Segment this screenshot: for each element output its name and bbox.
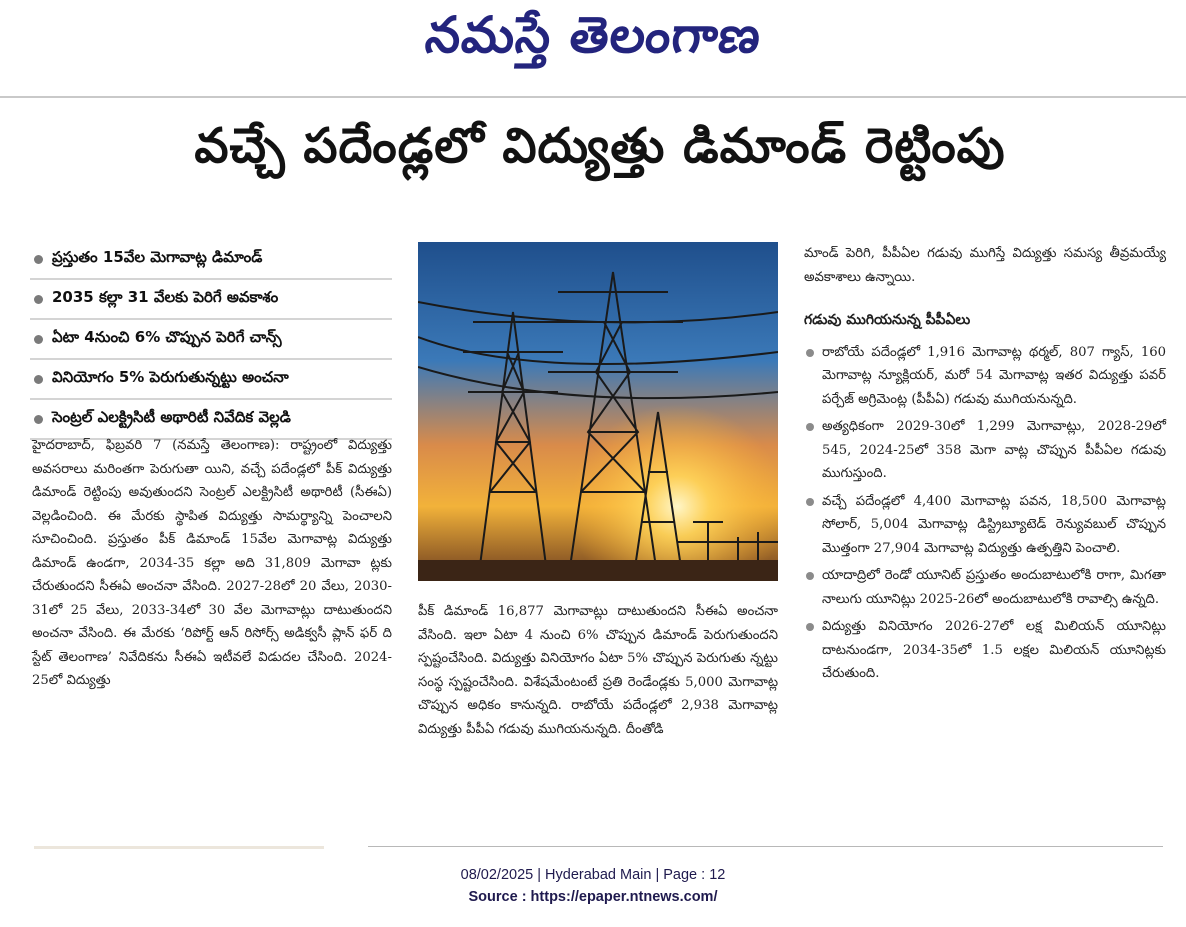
column3-point: యాదాద్రిలో రెండో యూనిట్ ప్రస్తుతం అందుబాటులోకి రాగా, మిగతా నాలుగు యూనిట్లు 2025-26లో అందుబాటులోకి రావాల్సి ఉన్నది. bbox=[804, 564, 1166, 611]
column3-point: అత్యధికంగా 2029-30లో 1,299 మెగావాట్లు, 2028-29లో 545, 2024-25లో 358 మెగా వాట్ల చొప్పున పీపీఏల గడువు ముగుస్తుంది. bbox=[804, 415, 1166, 486]
newspaper-masthead bbox=[0, 6, 1186, 78]
power-towers-photo bbox=[418, 242, 778, 581]
bullet-icon bbox=[34, 375, 43, 384]
bullet-icon bbox=[34, 295, 43, 304]
highlight-item bbox=[30, 240, 392, 280]
bullet-icon bbox=[34, 255, 43, 264]
article-headline: వచ్చే పదేండ్లలో విద్యుత్తు డిమాండ్ రెట్టింపు bbox=[194, 118, 1006, 174]
highlight-text: 2035 కల్లా 31 వేలకు పెరిగే అవకాశం bbox=[52, 288, 279, 306]
source-link[interactable]: Source : https://epaper.ntnews.com/ bbox=[468, 889, 718, 905]
highlights-list bbox=[30, 240, 392, 440]
column3-intro: మాండ్ పెరిగి, పీపీఏల గడువు ముగిస్తే విద్యుత్తు సమస్య తీవ్రమయ్యే అవకాశాలు ఉన్నాయి. bbox=[804, 246, 1166, 285]
masthead-divider bbox=[0, 96, 1186, 98]
bottom-right-rule bbox=[368, 846, 1163, 847]
bullet-icon bbox=[34, 335, 43, 344]
bottom-left-rule bbox=[34, 846, 324, 849]
page-footer bbox=[0, 864, 1186, 908]
masthead-title: నమస్తే తెలంగాణ bbox=[422, 6, 765, 64]
article-column-1: హైదరాబాద్, ఫిబ్రవరి 7 (నమస్తే తెలంగాణ): రాష్ట్రంలో విద్యుత్తు అవసరాలు మరింతగా పెరుగుతా యిని, వచ్చే పదేండ్లలో పీక్ విద్యుత్తు డిమాండ్ రెట్టింపు అవుతుందని సెంట్రల్ ఎలక్ట్రిసిటీ అథారిటీ (సీఈఏ) వెల్లడించింది. ఈ మేరకు స్థాపిత విద్యుత్తు సామర్థ్యాన్ని పెంచాలని సూచించింది. ప్రస్తుతం పీక్ డిమాండ్ 15వేల మెగావాట్ల విద్యుత్తు డిమాండ్ ఉండగా, 2034-35 కల్లా అది 31,809 మెగావా ట్లకు చేరుతుందని సీఈఏ అంచనా వేసింది. 2027-28లో 20 వేలు, 2030-31లో 25 వేలు, 2033-34లో 30 వేల మెగావాట్లు దాటుతుందని అంచనా వేసింది. ఈ మేరకు ‘రిపోర్ట్ ఆన్ రిసోర్స్ అడిక్వసీ ప్లాన్ ఫర్ ది స్టేట్ తెలంగాణ’ నివేదికను సీఈఏ ఇటీవలే విడుదల చేసింది. 2024-25లో విద్యుత్తు bbox=[32, 438, 392, 688]
column3-point: రాబోయే పదేండ్లలో 1,916 మెగావాట్ల థర్మల్, 807 గ్యాస్, 160 మెగావాట్ల న్యూక్లియర్, మరో 54 మెగావాట్ల ఇతర విద్యుత్తు పవర్ పర్చేజ్ అగ్రిమెంట్ల (పీపీఏ) గడువు ముగియనున్నది. bbox=[804, 341, 1166, 412]
article-column-2: పీక్ డిమాండ్ 16,877 మెగావాట్లు దాటుతుందని సీఈఏ అంచనా వేసింది. ఇలా ఏటా 4 నుంచి 6% చొప్పున డిమాండ్ పెరుగుతుందని స్పష్టంచేసింది. విద్యుత్తు వినియోగం ఏటా 5% చొప్పున పెరుగుతు న్నట్టు సంస్థ స్పష్టంచేసింది. విశేషమేంటంటే ప్రతి రెండేండ్లకు 5,000 మెగావాట్ల చొప్పున అధికం కానున్నది. రాబోయే పదేండ్లలో 2,938 మెగావాట్ల విద్యుత్తు పీపీఏ గడువు ముగియనున్నది. దీంతోడి bbox=[418, 604, 778, 737]
column3-point: వచ్చే పదేండ్లలో 4,400 మెగావాట్ల పవన, 18,500 మెగావాట్ల సోలార్, 5,004 మెగావాట్ల డిస్ట్రిబ్యూటెడ్ రెన్యువబుల్ చొప్పున మొత్తంగా 27,904 మెగావాట్ల విద్యుత్తు ఉత్పత్తిని పెంచాలి. bbox=[804, 490, 1166, 561]
highlight-item bbox=[30, 320, 392, 360]
edition-info: 08/02/2025 | Hyderabad Main | Page : 12 bbox=[460, 867, 726, 883]
highlight-text: సెంట్రల్ ఎలక్ట్రిసిటీ అథారిటీ నివేదిక వెల్లడి bbox=[52, 408, 291, 426]
highlight-item bbox=[30, 280, 392, 320]
highlight-text: వినియోగం 5% పెరుగుతున్నట్టు అంచనా bbox=[52, 368, 289, 386]
highlight-item bbox=[30, 360, 392, 400]
transmission-towers-image bbox=[418, 242, 778, 581]
bullet-icon bbox=[34, 415, 43, 424]
column3-subheading: గడువు ముగియనున్న పీపీఏలు bbox=[804, 312, 971, 328]
article-column-3 bbox=[804, 242, 1166, 690]
column3-point: విద్యుత్తు వినియోగం 2026-27లో లక్ష మిలియన్ యూనిట్లు దాటనుండగా, 2034-35లో 1.5 లక్షల మిలియన్ యూనిట్లకు చేరుతుంది. bbox=[804, 615, 1166, 686]
highlight-text: ఏటా 4నుంచి 6% చొప్పున పెరిగే చాన్స్ bbox=[52, 328, 282, 346]
highlight-text: ప్రస్తుతం 15వేల మెగావాట్ల డిమాండ్ bbox=[52, 248, 263, 266]
